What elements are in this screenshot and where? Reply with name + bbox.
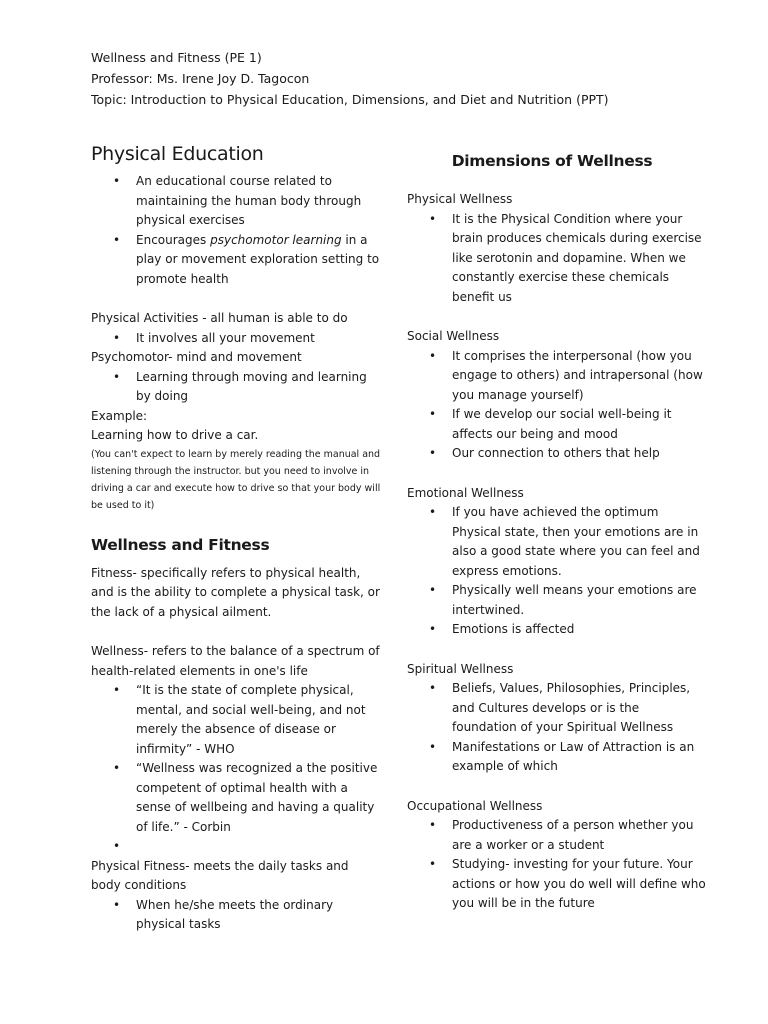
example-note: (You can't expect to learn by merely reading the manual and listening through the instructor. but you need to involve in driving a car and execute how to drive so that your body will be used to it)	[91, 448, 381, 511]
right-column	[407, 150, 707, 914]
list-item: • When he/she meets the ordinary physical tasks	[91, 896, 381, 935]
professor-line: Professor: Ms. Irene Joy D. Tagocon	[91, 71, 310, 86]
document-header	[91, 47, 609, 110]
occupational-wellness-section	[407, 797, 707, 914]
list-item: • “It is the state of complete physical, mental, and social well-being, and not merely the absence of disease or infirmity” - WHO	[91, 681, 381, 759]
left-column	[91, 142, 381, 935]
list-item: • If you have achieved the optimum Physical state, then your emotions are in also a good state where you can feel and express emotions.	[407, 503, 707, 581]
section-bullet-list	[407, 679, 707, 777]
list-item: • If we develop our social well-being it affects our being and mood	[407, 405, 707, 444]
physical-fitness-line: Physical Fitness- meets the daily tasks and body conditions	[91, 858, 349, 892]
section-heading: Spiritual Wellness	[407, 661, 514, 676]
psy-bullet-list	[91, 368, 381, 407]
section-bullet-list	[407, 816, 707, 914]
emotional-wellness-section	[407, 484, 707, 640]
wellness-bullet-list	[91, 681, 381, 857]
section-heading: Occupational Wellness	[407, 798, 543, 813]
list-item: • An educational course related to maintaining the human body through physical exercises	[91, 172, 381, 231]
emphasis-text: psychomotor learning	[210, 232, 342, 247]
list-item: • It involves all your movement	[91, 329, 381, 349]
example-label: Example:	[91, 408, 148, 423]
list-item: • Physically well means your emotions are intertwined.	[407, 581, 707, 620]
wellness-definition: Wellness- refers to the balance of a spectrum of health-related elements in one's life	[91, 644, 380, 678]
section-bullet-list	[407, 347, 707, 464]
list-item: • Studying- investing for your future. Your actions or how you do well will define who you will be in the future	[407, 855, 707, 914]
pa-bullet-list	[91, 329, 381, 349]
section-heading: Physical Wellness	[407, 192, 513, 206]
example-text: Learning how to drive a car.	[91, 428, 259, 442]
section-heading: Emotional Wellness	[407, 485, 524, 500]
pf-bullet-list	[91, 896, 381, 935]
psychomotor-line: Psychomotor- mind and movement	[91, 350, 302, 364]
section-bullet-list	[407, 210, 707, 308]
bullet-text: in a play or movement exploration setting to promote health	[136, 232, 380, 286]
list-item: • Learning through moving and learning by doing	[91, 368, 381, 407]
list-item: • Manifestations or Law of Attraction is an example of which	[407, 738, 707, 777]
list-item: • Beliefs, Values, Philosophies, Principles, and Cultures develops or is the foundation of your Spiritual Wellness	[407, 679, 707, 738]
list-item-empty	[91, 837, 381, 857]
spiritual-wellness-section	[407, 660, 707, 777]
fitness-definition: Fitness- specifically refers to physical health, and is the ability to complete a physical task, or the lack of a physical ailment.	[91, 565, 380, 619]
bullet-text: Encourages	[136, 232, 211, 247]
list-item: • Productiveness of a person whether you are a worker or a student	[407, 816, 707, 855]
list-item: • It is the Physical Condition where your brain produces chemicals during exercise like serotonin and dopamine. When we constantly exercise these chemicals benefit us	[407, 210, 707, 308]
section-bullet-list	[407, 503, 707, 640]
physical-wellness-section	[407, 190, 707, 307]
list-item: • Our connection to others that help	[407, 444, 707, 464]
list-item	[91, 231, 381, 290]
list-item: • It comprises the interpersonal (how you engage to others) and intrapersonal (how you manage yourself)	[407, 347, 707, 406]
physical-activities-line: Physical Activities - all human is able to do	[91, 311, 348, 325]
list-item: • Emotions is affected	[407, 620, 707, 640]
physical-education-heading: Physical Education	[91, 143, 264, 165]
list-item: • “Wellness was recognized a the positive competent of optimal health with a sense of wellbeing and having a quality of life.” - Corbin	[91, 759, 381, 837]
wellness-fitness-heading: Wellness and Fitness	[91, 535, 270, 554]
section-heading: Social Wellness	[407, 329, 500, 343]
course-line: Wellness and Fitness (PE 1)	[91, 50, 262, 65]
dimensions-heading: Dimensions of Wellness	[451, 152, 653, 170]
pe-bullet-list	[91, 172, 381, 289]
social-wellness-section	[407, 327, 707, 464]
topic-line: Topic: Introduction to Physical Education, Dimensions, and Diet and Nutrition (PPT)	[91, 92, 609, 107]
